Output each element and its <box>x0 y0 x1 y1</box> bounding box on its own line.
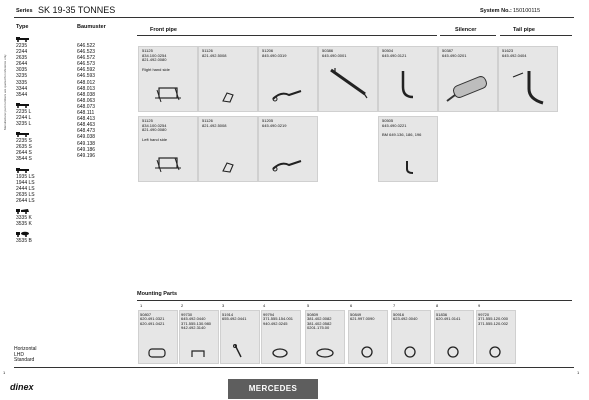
baumuster-row: 648.012 <box>77 79 96 86</box>
type-row: 3544 <box>16 91 28 98</box>
oem-reference: 645.490.0201 <box>442 52 467 58</box>
part-card[interactable] <box>378 116 438 182</box>
pipe-bend-icon <box>397 69 419 103</box>
baumuster-row: 646.522 <box>77 43 96 49</box>
oem-reference: 645.490.0219 <box>262 122 287 128</box>
oem-reference: 834.100.0254 821.492.0080 <box>142 52 167 62</box>
type-row: 2635 <box>16 55 28 62</box>
part-card[interactable] <box>138 116 198 182</box>
front-pipe-rule <box>137 35 437 36</box>
part-number: 51126 <box>202 48 213 53</box>
page-number-right: 1 <box>577 370 580 375</box>
mount-index: 9 <box>478 303 481 308</box>
front-pipe-icon <box>153 154 183 174</box>
baumuster-row: 648.063 <box>77 97 96 104</box>
mixer-icon <box>16 231 30 237</box>
part-number: 51126 <box>202 118 213 123</box>
baumuster-row: 648.111 <box>77 110 95 117</box>
ring-icon <box>400 345 420 359</box>
baumuster-row: 649.138 <box>77 140 96 147</box>
tail-pipe-heading: Tail pipe <box>513 27 535 33</box>
oem-reference: 620.491.0321 620.491.0421 <box>140 316 165 326</box>
baumuster-row: 646.592 <box>77 67 96 74</box>
type-row: 3344 <box>16 85 28 92</box>
silencer-icon <box>445 71 493 105</box>
part-number: 50916 <box>393 312 405 317</box>
part-card[interactable] <box>198 116 258 182</box>
mounting-part-card[interactable] <box>220 303 260 364</box>
type-row: 2644 S <box>16 150 32 157</box>
mounting-part-card[interactable] <box>305 303 345 364</box>
mount-index: 1 <box>140 303 143 308</box>
mounting-part-card[interactable] <box>179 303 219 364</box>
baumuster-column <box>77 24 127 159</box>
part-number: 51836 <box>436 312 448 317</box>
part-number: 50809 <box>307 312 319 317</box>
page-number-left: 1 <box>3 370 6 375</box>
gasket-icon <box>221 91 235 103</box>
mount-index: 4 <box>263 303 266 308</box>
mounting-part-card[interactable] <box>348 303 388 364</box>
part-card[interactable] <box>198 46 258 112</box>
silencer-rule <box>440 35 496 36</box>
part-card[interactable] <box>498 46 558 112</box>
part-number: 50505 <box>382 118 394 123</box>
ring-icon <box>357 345 377 359</box>
mounting-parts-heading: Mounting Parts <box>137 291 178 297</box>
part-number: 99794 <box>263 312 275 317</box>
pipe-icon <box>271 87 305 103</box>
baumuster-heading: Baumuster <box>77 24 106 30</box>
silencer-heading: Silencer <box>455 27 477 33</box>
part-number: 50386 <box>322 48 334 53</box>
baumuster-row: 649.038 <box>77 134 96 141</box>
type-row: 2244 <box>16 49 28 56</box>
mounting-part-card[interactable] <box>434 303 474 364</box>
oem-reference: 845.490.0319 <box>262 52 287 58</box>
truck-icon <box>16 131 30 137</box>
oem-reference: 621.997.0090 <box>350 316 375 322</box>
mounting-part-card[interactable] <box>138 303 178 364</box>
gasket-icon <box>221 161 235 173</box>
mount-index: 5 <box>307 303 310 308</box>
part-number: 51125 <box>142 118 153 123</box>
mounting-info <box>14 347 37 364</box>
type-row: 2235 S <box>16 138 32 145</box>
part-number: 51205 <box>262 118 274 123</box>
type-row: 3235 L <box>16 121 32 128</box>
clamp-icon <box>314 347 336 359</box>
part-card[interactable] <box>318 46 378 112</box>
part-number: 50807 <box>140 312 152 317</box>
baumuster-row: 646.572 <box>77 55 96 62</box>
part-number: 99720 <box>478 312 490 317</box>
brand-banner: MERCEDES <box>228 379 318 399</box>
oem-reference: 645.490.0121 <box>382 52 407 58</box>
type-row: 3535 B <box>16 238 32 245</box>
part-card[interactable] <box>258 116 318 182</box>
baumuster-row: 649.186 <box>77 146 96 153</box>
part-card[interactable] <box>438 46 498 112</box>
baumuster-row: 648.073 <box>77 103 96 110</box>
type-row: 2644 LS <box>16 197 35 204</box>
part-note: BM 649.136, 186, 196 <box>382 132 422 137</box>
tail-pipe-icon <box>509 69 549 107</box>
oem-reference: 645.492.0440 371.555.130.980 942.492.3140 <box>181 316 212 330</box>
svg-text:dinex: dinex <box>10 382 34 392</box>
standard-label: Standard <box>14 357 35 363</box>
oem-reference: 371.555.120.000 371.555.120.002 <box>478 316 509 326</box>
part-number: 51914 <box>222 312 234 317</box>
tail-pipe-rule <box>500 35 572 36</box>
orientation-label: Horizontal <box>14 346 37 352</box>
part-number: 50387 <box>442 48 454 53</box>
mount-index: 7 <box>393 303 396 308</box>
type-row: 2235 <box>16 43 28 49</box>
bracket-icon <box>188 347 208 359</box>
baumuster-row: 648.413 <box>77 116 96 123</box>
type-row: 2635 S <box>16 144 32 151</box>
part-note: Right hand side <box>142 66 170 72</box>
reference-note: Manufacturer part numbers are quoted for reference only <box>3 54 7 130</box>
part-number: 51206 <box>262 48 274 53</box>
oem-reference: 645.490.0221 <box>382 122 407 128</box>
series-title: SK 19-35 TONNES <box>38 5 116 15</box>
oem-reference: 381.402.0082 381.402.0582 0201.175.00 <box>307 316 332 330</box>
drive-label: LHD <box>14 351 25 358</box>
part-number: 51125 <box>142 48 153 53</box>
dinex-logo <box>9 380 39 392</box>
truck-icon <box>16 36 30 42</box>
mount-index: 3 <box>222 303 225 308</box>
part-number: 50849 <box>350 312 362 317</box>
clamp-icon <box>147 347 167 359</box>
oem-reference: 834.100.0254 821.490.0080 <box>142 122 167 132</box>
header-rule <box>14 17 574 18</box>
type-row: 2444 LS <box>16 185 35 192</box>
front-pipe-heading: Front pipe <box>150 27 177 33</box>
type-row: 3235 <box>16 73 28 80</box>
pipe-icon <box>271 157 305 173</box>
mount-index: 8 <box>436 303 439 308</box>
baumuster-row: 648.013 <box>77 85 96 92</box>
mount-index: 2 <box>181 303 184 308</box>
part-card[interactable] <box>258 46 318 112</box>
type-row: 2644 <box>16 61 28 68</box>
oem-reference: 623.492.0040 <box>393 316 418 322</box>
tipper-icon <box>16 208 30 214</box>
baumuster-row: 649.196 <box>77 152 96 159</box>
ring-icon <box>485 345 505 359</box>
oem-reference: 655.492.0441 <box>222 316 247 322</box>
baumuster-row: 648.473 <box>77 128 96 135</box>
baumuster-row: 646.593 <box>77 73 96 80</box>
oem-reference: 821.492.5008 <box>202 122 227 128</box>
type-row: 1935 LS <box>16 173 35 180</box>
part-card[interactable] <box>138 46 198 112</box>
truck-icon <box>16 167 30 173</box>
mounting-part-card[interactable] <box>391 303 431 364</box>
oem-reference: 645.490.0001 <box>322 52 347 58</box>
mount-index: 6 <box>350 303 353 308</box>
oem-reference: 821.492.5008 <box>202 52 227 58</box>
series-label: Series <box>16 8 33 14</box>
hanger-icon <box>229 343 249 359</box>
type-row: 3335 <box>16 79 28 86</box>
oem-reference: 620.491.0141 <box>436 316 461 322</box>
type-row: 2244 L <box>16 114 32 121</box>
mounting-parts-rule <box>137 300 572 301</box>
baumuster-row: 646.573 <box>77 61 96 68</box>
part-note: Left hand side <box>142 136 168 142</box>
oem-reference: 371.555.154.001 940.492.0245 <box>263 316 294 326</box>
type-heading: Type <box>16 24 29 30</box>
type-row: 1944 LS <box>16 179 35 186</box>
mounting-part-card[interactable] <box>261 303 301 364</box>
type-row: 3335 K <box>16 214 32 221</box>
part-number: 50504 <box>382 48 394 53</box>
part-number: 51623 <box>502 48 514 53</box>
system-number: 150100115 <box>513 8 541 14</box>
clamp-icon <box>270 347 290 359</box>
front-pipe-icon <box>153 84 183 104</box>
type-row: 3035 <box>16 67 28 74</box>
baumuster-row: 646.523 <box>77 49 96 56</box>
pipe-bend-icon <box>403 159 417 175</box>
ring-icon <box>443 345 463 359</box>
system-label: System No.: <box>480 8 512 14</box>
flex-pipe-icon <box>325 64 371 104</box>
part-card[interactable] <box>378 46 438 112</box>
part-number: 99730 <box>181 312 193 317</box>
type-row: 2635 LS <box>16 191 35 198</box>
footer-rule <box>14 367 574 368</box>
mounting-part-card[interactable] <box>476 303 516 364</box>
type-row: 3535 K <box>16 221 32 228</box>
oem-reference: 645.492.0404 <box>502 52 527 58</box>
type-row: 2235 L <box>16 108 32 115</box>
type-row: 3544 S <box>16 156 32 163</box>
baumuster-row: 648.463 <box>77 122 96 129</box>
truck-icon <box>16 102 30 108</box>
type-column <box>16 24 71 244</box>
baumuster-row: 648.038 <box>77 91 96 98</box>
